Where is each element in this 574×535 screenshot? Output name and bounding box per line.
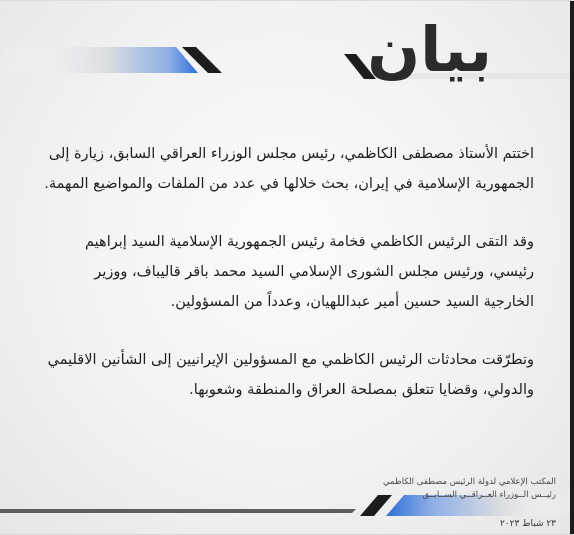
paragraph-1: اختتم الأستاذ مصطفى الكاظمي، رئيس مجلس الوزراء العراقي السابق، زيارة إلى الجمهورية الإسلامية في إيران، بحث خلالها في عدد من الملفات والمواضيع المهمة. <box>44 146 534 192</box>
paragraph-2: وقد التقى الرئيس الكاظمي فخامة رئيس الجمهورية الإسلامية السيد إبراهيم رئيسي، ورئيس مجلس الشورى الإسلامي السيد محمد باقر قاليباف، ووزير الخارجية السيد حسين أمير عبداللهيان، وعدداً من المسؤولين. <box>85 234 534 310</box>
office-name: المكتب الإعلامي لدولة الرئيس مصطفى الكاظمي <box>383 477 556 487</box>
right-edge-bar <box>570 1 574 535</box>
statement-body <box>40 139 534 433</box>
top-gradient-band <box>0 47 198 73</box>
signature-block <box>383 476 556 502</box>
page-title: بيان <box>367 13 492 86</box>
paragraph-3: وتطرّقت محادثات الرئيس الكاظمي مع المسؤولين الإيرانيين إلى الشأنين الاقليمي والدولي، وقضايا تتعلق بمصلحة العراق والمنطقة وشعوبها. <box>47 352 534 398</box>
statement-date: ٢٣ شباط ٢٠٢٣ <box>499 519 556 529</box>
office-title: رئيــس الــوزراء العــراقــي الســابــق <box>422 490 556 500</box>
bottom-line <box>0 509 356 513</box>
